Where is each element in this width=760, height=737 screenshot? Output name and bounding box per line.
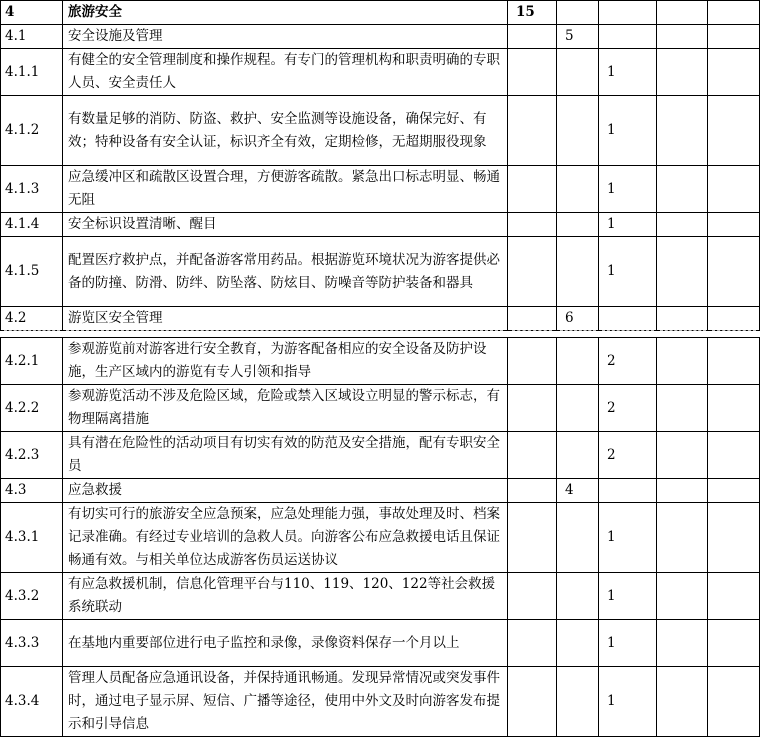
table-row [1, 620, 760, 667]
item-score: 1 [599, 166, 657, 213]
item-text: 有健全的安全管理制度和操作规程。有专门的管理机构和职责明确的专职人员、安全责任人 [63, 49, 508, 96]
item-number: 4.2.3 [1, 432, 63, 479]
item-text: 应急缓冲区和疏散区设置合理，方便游客疏散。紧急出口标志明显、畅通无阻 [63, 166, 508, 213]
item-text: 有应急救援机制，信息化管理平台与110、119、120、122等社会救援系统联动 [63, 573, 508, 620]
item-text: 有切实可行的旅游安全应急预案，应急处理能力强，事故处理及时、档案记录准确。有经过专业培训的急救人员。向游客公布应急救援电话且保证畅通有效。与相关单位达成游客伤员运送协议 [63, 503, 508, 573]
table-row [1, 573, 760, 620]
item-score: 6 [557, 307, 599, 331]
item-number: 4.2 [1, 307, 63, 331]
item-number: 4.3.2 [1, 573, 63, 620]
score-table-bottom [0, 337, 760, 737]
score-table-top [0, 0, 760, 331]
item-number: 4.2.2 [1, 385, 63, 432]
page-break-divider [512, 330, 552, 331]
page-break-divider [66, 330, 503, 331]
table-row-header [1, 1, 760, 25]
item-text: 管理人员配备应急通讯设备，并保持通讯畅通。发现异常情况或突发事件时，通过电子显示屏、短信、广播等途径，使用中外文及时向游客发布提示和引导信息 [63, 667, 508, 737]
item-number: 4.1 [1, 25, 63, 49]
item-score: 5 [557, 25, 599, 49]
item-score: 1 [599, 49, 657, 96]
item-score: 1 [599, 96, 657, 166]
item-number: 4.3.3 [1, 620, 63, 667]
page-break-divider [560, 330, 596, 331]
item-title: 旅游安全 [63, 1, 508, 25]
item-text: 安全标识设置清晰、醒目 [63, 213, 508, 237]
item-text: 配置医疗救护点，并配备游客常用药品。根据游览环境状况为游客提供必备的防撞、防滑、防绊、防坠落、防炫目、防噪音等防护装备和器具 [63, 237, 508, 307]
item-score: 1 [599, 620, 657, 667]
item-number: 4 [1, 1, 63, 25]
item-title: 游览区安全管理 [63, 307, 508, 331]
page-break-divider [660, 330, 706, 331]
item-score: 1 [599, 213, 657, 237]
item-title: 应急救援 [63, 479, 508, 503]
table-row [1, 237, 760, 307]
table-row [1, 166, 760, 213]
item-text: 参观游览前对游客进行安全教育，为游客配备相应的安全设备及防护设施，生产区域内的游览有专人引领和指导 [63, 338, 508, 385]
item-number: 4.1.2 [1, 96, 63, 166]
item-text: 具有潜在危险性的活动项目有切实有效的防范及安全措施，配有专职安全员 [63, 432, 508, 479]
item-score: 1 [599, 237, 657, 307]
item-number: 4.3.1 [1, 503, 63, 573]
item-score: 2 [599, 338, 657, 385]
table-row [1, 385, 760, 432]
table-row-section [1, 479, 760, 503]
item-text: 在基地内重要部位进行电子监控和录像，录像资料保存一个月以上 [63, 620, 508, 667]
item-number: 4.3 [1, 479, 63, 503]
item-text: 有数量足够的消防、防盗、救护、安全监测等设施设备，确保完好、有效；特种设备有安全认证，标识齐全有效，定期检修，无超期服役现象 [63, 96, 508, 166]
item-score: 1 [599, 503, 657, 573]
page-break-divider [4, 330, 60, 331]
item-score: 15 [508, 1, 557, 25]
item-number: 4.1.3 [1, 166, 63, 213]
item-number: 4.1.1 [1, 49, 63, 96]
item-number: 4.1.4 [1, 213, 63, 237]
table-row [1, 503, 760, 573]
item-number: 4.1.5 [1, 237, 63, 307]
item-number: 4.2.1 [1, 338, 63, 385]
table-row [1, 338, 760, 385]
page-break-divider [712, 330, 756, 331]
page-break-divider [602, 330, 654, 331]
item-score: 4 [557, 479, 599, 503]
table-row [1, 432, 760, 479]
table-row-section [1, 25, 760, 49]
item-title: 安全设施及管理 [63, 25, 508, 49]
table-row [1, 213, 760, 237]
item-score: 2 [599, 385, 657, 432]
item-score: 2 [599, 432, 657, 479]
item-score: 1 [599, 573, 657, 620]
item-number: 4.3.4 [1, 667, 63, 737]
table-row [1, 96, 760, 166]
table-row [1, 49, 760, 96]
table-row [1, 667, 760, 737]
item-text: 参观游览活动不涉及危险区域，危险或禁入区域设立明显的警示标志，有物理隔离措施 [63, 385, 508, 432]
page-break-gap [0, 324, 760, 337]
item-score: 1 [599, 667, 657, 737]
